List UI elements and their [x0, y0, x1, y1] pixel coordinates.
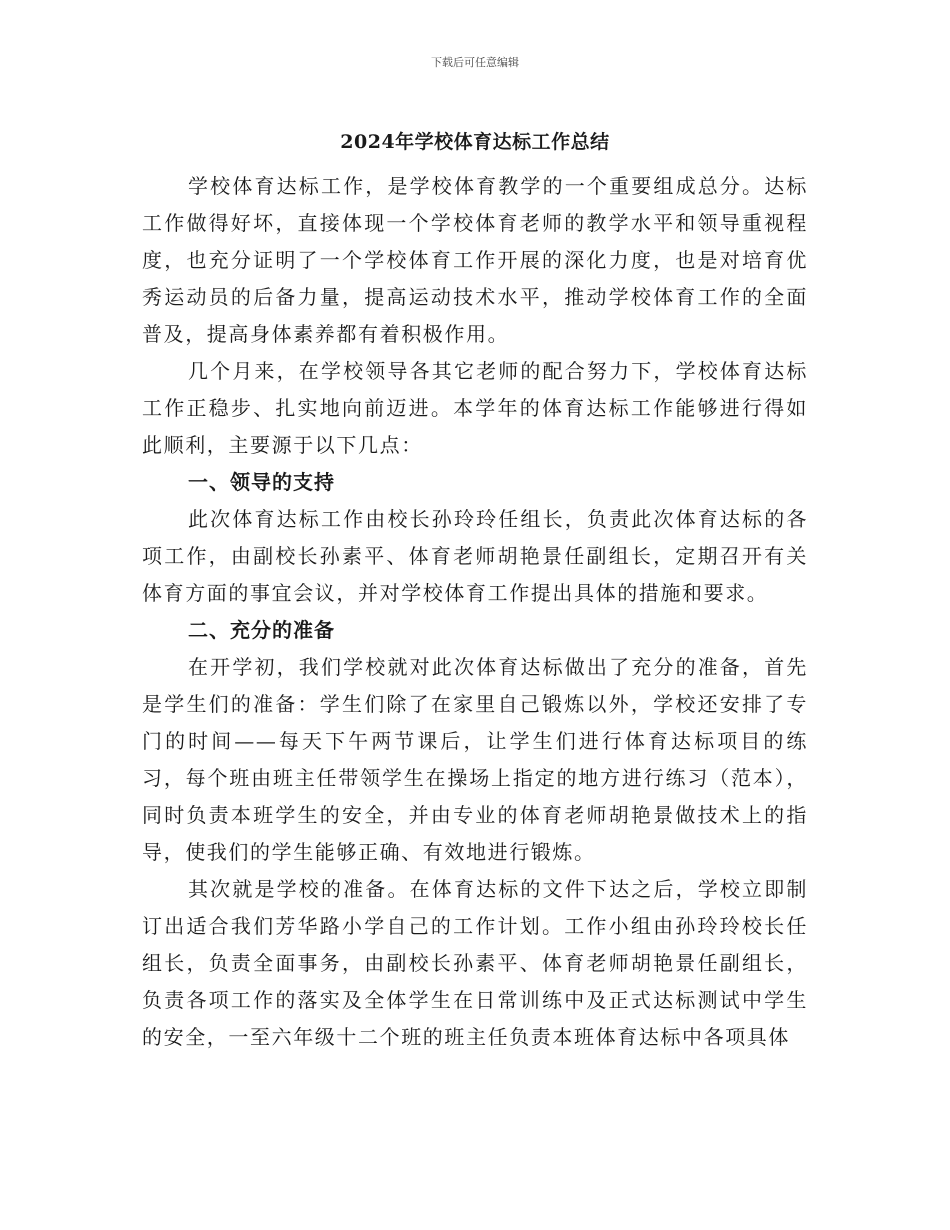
paragraph-intro: 学校体育达标工作，是学校体育教学的一个重要组成总分。达标工作做得好坏，直接体现一个学校体育老师的教学水平和领导重视程度，也充分证明了一个学校体育工作开展的深化力度，也是对培育优秀运动员的后备力量，提高运动技术水平，推动学校体育工作的全面普及，提高身体素养都有着积极作用。 [142, 174, 808, 346]
document-title: 2024年学校体育达标工作总结 [340, 131, 610, 153]
header-note: 下载后可任意编辑 [431, 56, 519, 69]
paragraph-progress: 几个月来，在学校领导各其它老师的配合努力下，学校体育达标工作正稳步、扎实地向前迈进。本学年的体育达标工作能够进行得如此顺利，主要源于以下几点： [142, 359, 808, 457]
paragraph-leadership: 此次体育达标工作由校长孙玲玲任组长，负责此次体育达标的各项工作，由副校长孙素平、体育老师胡艳景任副组长，定期召开有关体育方面的事宜会议，并对学校体育工作提出具体的措施和要求。 [142, 507, 808, 605]
section-heading-preparation: 二、充分的准备 [188, 618, 335, 642]
paragraph-school-preparation: 其次就是学校的准备。在体育达标的文件下达之后，学校立即制订出适合我们芳华路小学自己的工作计划。工作小组由孙玲玲校长任组长，负责全面事务，由副校长孙素平、体育老师胡艳景任副组长，负责各项工作的落实及全体学生在日常训练中及正式达标测试中学生的安全，一至六年级十二个班的班主任负责本班体育达标中各项具体 [142, 877, 808, 1049]
section-heading-leadership: 一、领导的支持 [188, 470, 335, 494]
paragraph-student-preparation: 在开学初，我们学校就对此次体育达标做出了充分的准备，首先是学生们的准备：学生们除了在家里自己锻炼以外，学校还安排了专门的时间——每天下午两节课后，让学生们进行体育达标项目的练习，每个班由班主任带领学生在操场上指定的地方进行练习（范本），同时负责本班学生的安全，并由专业的体育老师胡艳景做技术上的指导，使我们的学生能够正确、有效地进行锻炼。 [142, 655, 808, 864]
document-body [142, 168, 808, 1056]
